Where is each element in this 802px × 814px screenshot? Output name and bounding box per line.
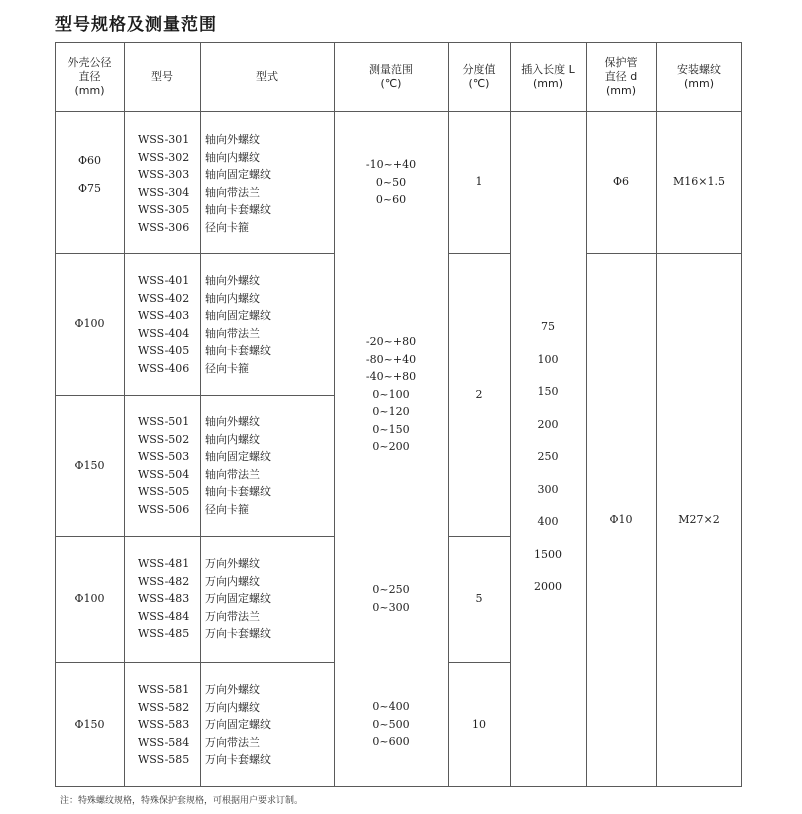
model-item: WSS-306 (138, 220, 190, 234)
col-divider (124, 42, 125, 787)
division-cell (448, 662, 510, 787)
range-value: 0~250 (372, 583, 410, 596)
type-item: 轴向内螺纹 (205, 150, 260, 164)
model-item: WSS-401 (138, 274, 190, 287)
length-cell (510, 311, 586, 604)
header-text: 安装螺纹 (677, 62, 721, 76)
model-item: WSS-405 (138, 344, 190, 357)
type-list (205, 681, 271, 769)
model-list (138, 272, 189, 377)
type-list (205, 272, 271, 377)
header-shell-diameter (55, 42, 124, 111)
model-list (138, 131, 189, 236)
model-list (138, 555, 189, 643)
type-item: 轴向带法兰 (205, 467, 260, 481)
range-cell (334, 333, 448, 456)
header-type (200, 42, 334, 111)
header-text: (mm) (74, 83, 105, 97)
range-value: -10~+40 (365, 158, 417, 171)
range-value: 0~600 (372, 735, 410, 748)
header-text: 型式 (256, 69, 278, 83)
model-item: WSS-485 (138, 627, 190, 640)
range-cell (334, 698, 448, 751)
type-item: 轴向内螺纹 (205, 432, 260, 446)
length-value: 250 (537, 450, 559, 463)
header-text: 插入长度 L (521, 62, 575, 76)
division-cell (448, 253, 510, 536)
length-value: 400 (537, 515, 559, 528)
model-item: WSS-304 (138, 185, 190, 199)
model-item: WSS-301 (138, 133, 190, 146)
header-text: 保护管 (604, 55, 638, 69)
length-value: 1500 (534, 547, 562, 561)
length-value: 300 (537, 482, 559, 496)
range-value: 0~60 (375, 193, 407, 206)
shell-diameter-cell (55, 536, 124, 662)
model-item: WSS-503 (138, 450, 190, 463)
diameter-value: Φ100 (74, 592, 105, 606)
thread-cell (656, 111, 742, 253)
model-item: WSS-481 (138, 557, 190, 570)
range-value: 0~400 (372, 700, 410, 713)
range-value: 0~50 (375, 175, 407, 189)
diameter-value: Φ150 (74, 717, 105, 731)
length-value: 75 (541, 320, 555, 333)
range-value: -40~+80 (365, 370, 417, 383)
header-text: 直径 (78, 69, 101, 83)
type-item: 轴向带法兰 (205, 185, 260, 199)
model-item: WSS-504 (138, 467, 190, 481)
header-text: 型号 (151, 69, 173, 83)
col-divider (200, 42, 201, 787)
header-division (448, 42, 510, 111)
type-item: 轴向固定螺纹 (205, 450, 271, 463)
type-item: 轴向外螺纹 (205, 274, 260, 287)
shell-diameter-cell (55, 662, 124, 787)
page-title: 型号规格及测量范围 (55, 15, 217, 35)
type-item: 万向外螺纹 (205, 557, 260, 570)
model-item: WSS-584 (138, 735, 190, 749)
division-value: 1 (475, 175, 483, 189)
model-item: WSS-404 (138, 326, 190, 340)
model-item: WSS-483 (138, 592, 190, 605)
shell-diameter-cell (55, 253, 124, 395)
diameter-value: Φ150 (74, 458, 105, 472)
thread-value: M27×2 (678, 513, 720, 527)
length-value: 150 (537, 385, 559, 398)
header-text: (mm) (683, 76, 714, 90)
type-list (205, 131, 271, 236)
diameter-value: Φ60 (77, 154, 101, 167)
shell-diameter-cell (55, 395, 124, 536)
type-list (205, 555, 271, 643)
model-list (138, 681, 189, 769)
type-item: 轴向外螺纹 (205, 415, 260, 428)
thread-value: M16×1.5 (673, 175, 725, 189)
model-item: WSS-484 (138, 609, 190, 623)
model-item: WSS-582 (138, 700, 190, 714)
diameter-value: Φ75 (77, 182, 101, 195)
tube-diameter-cell (586, 253, 656, 787)
model-item: WSS-305 (138, 203, 190, 216)
type-item: 万向固定螺纹 (205, 592, 271, 605)
type-item: 轴向卡套螺纹 (205, 203, 271, 216)
header-text: 分度值 (462, 62, 496, 76)
model-item: WSS-501 (138, 415, 190, 428)
division-cell (448, 536, 510, 662)
type-item: 径向卡箍 (205, 220, 249, 234)
type-item: 轴向带法兰 (205, 326, 260, 340)
header-text: (℃) (468, 76, 490, 90)
model-item: WSS-505 (138, 485, 190, 498)
type-item: 轴向卡套螺纹 (205, 344, 271, 357)
type-item: 万向带法兰 (205, 609, 260, 623)
model-item: WSS-402 (138, 291, 190, 305)
range-value: 0~300 (372, 600, 410, 614)
header-text: (mm) (605, 83, 636, 97)
range-cell (334, 581, 448, 616)
diameter-value: Φ100 (74, 317, 105, 331)
type-item: 万向固定螺纹 (205, 718, 271, 731)
type-item: 轴向外螺纹 (205, 133, 260, 146)
length-value: 100 (537, 352, 559, 366)
division-cell (448, 111, 510, 253)
type-item: 轴向固定螺纹 (205, 309, 271, 322)
header-text: 测量范围 (369, 62, 413, 76)
type-item: 轴向卡套螺纹 (205, 485, 271, 498)
model-item: WSS-583 (138, 718, 190, 731)
model-item: WSS-303 (138, 168, 190, 181)
footnote: 注：特殊螺纹规格，特殊保护套规格，可根据用户要求订制。 (60, 796, 304, 806)
range-value: -80~+40 (365, 352, 417, 366)
model-list (138, 413, 189, 518)
type-item: 万向带法兰 (205, 735, 260, 749)
model-item: WSS-502 (138, 432, 190, 446)
model-item: WSS-581 (138, 683, 190, 696)
model-item: WSS-406 (138, 361, 190, 375)
type-item: 轴向内螺纹 (205, 291, 260, 305)
model-item: WSS-482 (138, 574, 190, 588)
header-model (124, 42, 200, 111)
type-item: 轴向固定螺纹 (205, 168, 271, 181)
range-value: 0~200 (372, 440, 410, 453)
header-text: 外壳公径 (67, 55, 112, 69)
type-item: 径向卡箍 (205, 502, 249, 516)
model-item: WSS-302 (138, 150, 190, 164)
model-item: WSS-506 (138, 502, 190, 516)
header-text: 直径 d (604, 69, 638, 83)
type-item: 万向外螺纹 (205, 683, 260, 696)
shell-diameter-cell (55, 147, 124, 203)
header-text: (℃) (380, 76, 402, 90)
header-thread (656, 42, 742, 111)
type-item: 万向内螺纹 (205, 574, 260, 588)
header-range (334, 42, 448, 111)
type-item: 万向卡套螺纹 (205, 753, 271, 766)
division-value: 2 (475, 387, 483, 401)
model-item: WSS-585 (138, 753, 190, 766)
model-item: WSS-403 (138, 309, 190, 322)
type-item: 万向卡套螺纹 (205, 627, 271, 640)
thread-cell (656, 253, 742, 787)
type-item: 径向卡箍 (205, 361, 249, 375)
length-value: 200 (537, 417, 559, 431)
header-length (510, 42, 586, 111)
range-value: 0~100 (372, 387, 410, 401)
division-value: 5 (475, 592, 483, 606)
tube-diameter-value: Φ6 (612, 175, 630, 189)
division-value: 10 (472, 717, 486, 731)
range-value: 0~120 (372, 405, 410, 418)
type-list (205, 413, 271, 518)
length-value: 2000 (534, 580, 562, 593)
type-item: 万向内螺纹 (205, 700, 260, 714)
range-value: 0~150 (372, 422, 410, 436)
tube-diameter-value: Φ10 (609, 513, 633, 527)
tube-diameter-cell (586, 111, 656, 253)
header-text: (mm) (532, 76, 563, 90)
range-cell (334, 156, 448, 209)
range-value: -20~+80 (365, 335, 417, 348)
header-tube-diameter (586, 42, 656, 111)
range-value: 0~500 (372, 717, 410, 731)
